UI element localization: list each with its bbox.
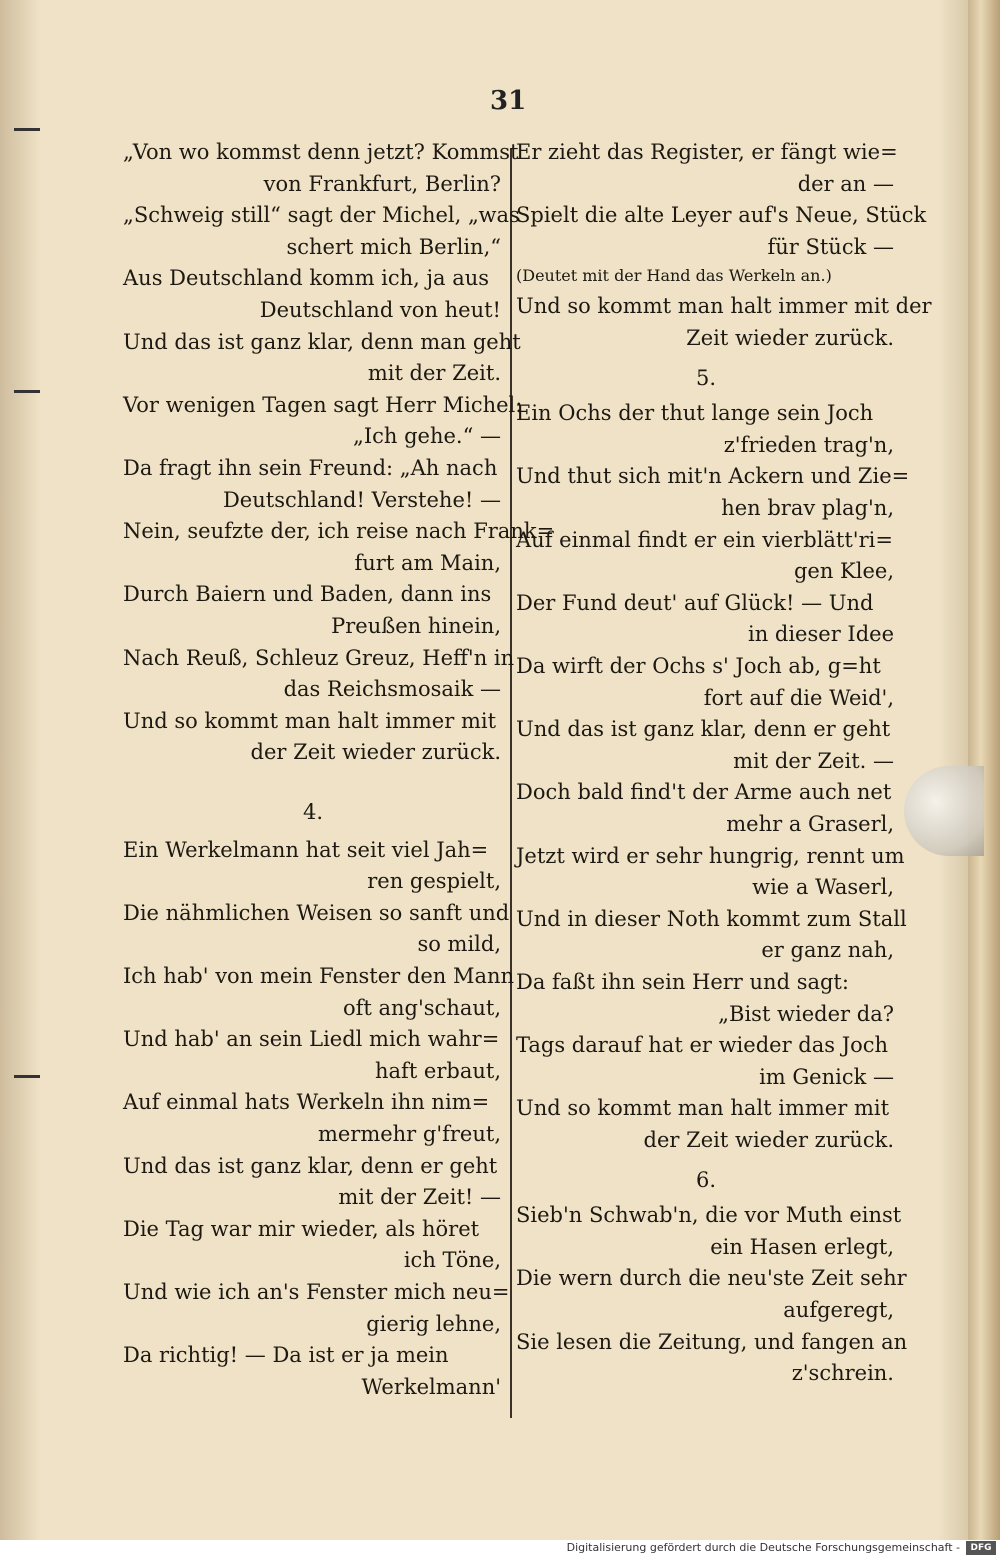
margin-mark [14, 128, 40, 131]
verse-line: von Frankfurt, Berlin? [263, 171, 501, 196]
verse-line: Durch Baiern und Baden, dann ins [123, 582, 492, 607]
verse-line: Tags darauf hat er wieder das Joch [516, 1033, 889, 1058]
verse-line: Da wirft der Ochs s' Joch ab, g=ht [516, 654, 881, 678]
verse-line: mit der Zeit. [367, 361, 501, 386]
verse-line: z'frieden trag'n, [723, 432, 894, 457]
verse-line: „Bist wieder da? [718, 1001, 894, 1026]
verse-line: mit der Zeit. — [733, 748, 894, 773]
verse-line: Werkelmann' [361, 1374, 501, 1399]
stanza-number: 6. [695, 1167, 717, 1192]
verse-line: Aus Deutschland komm ich, ja aus [123, 266, 490, 291]
verse-line: Und das ist ganz klar, denn er geht [123, 1153, 498, 1178]
verse-line: mermehr g'freut, [317, 1122, 501, 1146]
verse-line: oft ang'schaut, [342, 995, 501, 1020]
verse-line: der Zeit wieder zurück. [250, 740, 501, 765]
verse-line: Und so kommt man halt immer mit der [516, 294, 932, 319]
verse-line: „Von wo kommst denn jetzt? Kommst [123, 140, 519, 164]
scanner-thumb [904, 766, 984, 856]
verse-line: Zeit wieder zurück. [686, 326, 894, 350]
verse-line: Die nähmlichen Weisen so sanft und [123, 900, 510, 925]
verse-line: Ein Ochs der thut lange sein Joch [516, 401, 874, 426]
verse-line: fort auf die Weid', [703, 685, 894, 710]
verse-line: er ganz nah, [761, 938, 894, 963]
verse-line: Vor wenigen Tagen sagt Herr Michel: [123, 392, 523, 417]
verse-line: Ich hab' von mein Fenster den Mann [123, 964, 515, 988]
verse-line: wie a Waserl, [752, 875, 894, 900]
verse-line: Nach Reuß, Schleuz Greuz, Heff'n in [123, 645, 515, 670]
verse-line: Sie lesen die Zeitung, und fangen an [516, 1329, 908, 1354]
verse-line: schert mich Berlin,“ [286, 234, 501, 259]
verse-line: Und so kommt man halt immer mit [516, 1096, 890, 1121]
verse-line: ein Hasen erlegt, [710, 1234, 894, 1259]
verse-line: Doch bald find't der Arme auch net [516, 780, 892, 805]
verse-line: hen brav plag'n, [721, 496, 894, 520]
footer [0, 1540, 1000, 1557]
verse-line: Und das ist ganz klar, denn er geht [516, 717, 891, 742]
verse-line: furt am Main, [354, 550, 501, 575]
page-number: 31 [490, 86, 527, 116]
verse-line: Der Fund deut' auf Glück! — Und [516, 590, 874, 615]
verse-line: gen Klee, [793, 559, 894, 584]
verse-line: Und hab' an sein Liedl mich wahr= [123, 1027, 500, 1052]
verse-line: Da richtig! — Da ist er ja mein [123, 1343, 449, 1368]
verse-line: so mild, [417, 932, 501, 957]
verse-line: für Stück — [767, 234, 894, 259]
verse-line: Und thut sich mit'n Ackern und Zie= [516, 464, 910, 489]
verse-line: in dieser Idee [747, 622, 894, 647]
verse-line: (Deutet mit der Hand das Werkeln an.) [516, 266, 832, 286]
verse-line: Und in dieser Noth kommt zum Stall [516, 906, 907, 931]
verse-line: z'schrein. [791, 1361, 894, 1386]
verse-line: Die wern durch die neu'ste Zeit sehr [516, 1266, 907, 1291]
verse-line: „Schweig still“ sagt der Michel, „was [123, 203, 520, 228]
verse-line: Da faßt ihn sein Herr und sagt: [516, 970, 849, 994]
verse-line: der an — [797, 171, 894, 196]
verse-line: der Zeit wieder zurück. [643, 1128, 894, 1152]
verse-line: Preußen hinein, [331, 614, 501, 638]
verse-line: Da fragt ihn sein Freund: „Ah nach [123, 456, 498, 480]
verse-line: Deutschland! Verstehe! — [222, 487, 501, 512]
verse-line: Die Tag war mir wieder, als höret [123, 1216, 480, 1241]
verse-line: Sieb'n Schwab'n, die vor Muth einst [516, 1203, 902, 1228]
verse-line: ren gespielt, [367, 869, 501, 894]
dfg-logo: DFG [966, 1541, 996, 1555]
footer-credit: Digitalisierung gefördert durch die Deutsche Forschungsgemeinschaft - [566, 1541, 960, 1554]
margin-mark [14, 1075, 40, 1078]
verse-line: Und das ist ganz klar, denn man geht [123, 329, 521, 354]
verse-line: mehr a Graserl, [726, 812, 894, 836]
verse-line: Und wie ich an's Fenster mich neu= [123, 1280, 510, 1304]
verse-line: Jetzt wird er sehr hungrig, rennt um [516, 843, 905, 868]
margin-mark [14, 390, 40, 393]
verse-line: im Genick — [759, 1064, 894, 1089]
verse-line: Nein, seufzte der, ich reise nach Frank= [123, 519, 555, 544]
verse-line: Auf einmal findt er ein vierblätt'ri= [516, 527, 893, 552]
verse-line: haft erbaut, [375, 1058, 501, 1083]
verse-line: Auf einmal hats Werkeln ihn nim= [123, 1090, 490, 1115]
verse-line: Und so kommt man halt immer mit [123, 708, 497, 733]
verse-line: Ein Werkelmann hat seit viel Jah= [123, 837, 489, 862]
verse-line: gierig lehne, [366, 1311, 501, 1336]
verse-line: Deutschland von heut! [259, 298, 501, 322]
stanza-number: 5. [695, 365, 717, 390]
verse-line: mit der Zeit! — [338, 1185, 501, 1210]
verse-line: „Ich gehe.“ — [352, 424, 501, 449]
verse-line: Spielt die alte Leyer auf's Neue, Stück [516, 203, 927, 228]
verse-line: aufgeregt, [783, 1298, 894, 1322]
verse-line: das Reichsmosaik — [283, 677, 501, 702]
stanza-number: 4. [302, 800, 324, 824]
verse-line: Er zieht das Register, er fängt wie= [516, 140, 898, 164]
verse-line: ich Töne, [403, 1248, 501, 1273]
